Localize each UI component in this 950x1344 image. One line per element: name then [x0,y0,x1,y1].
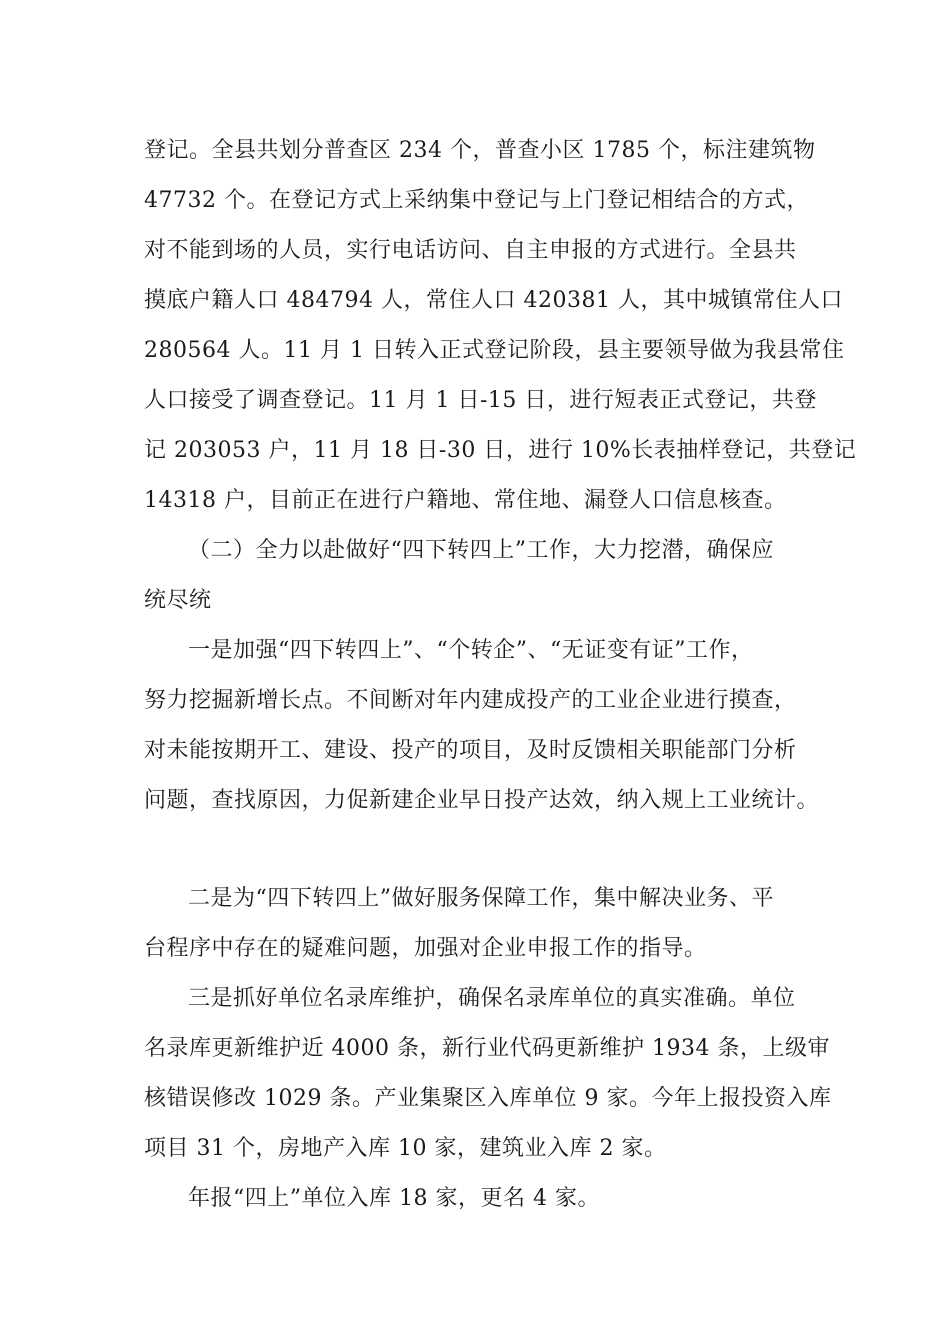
paragraph-line-12: 努力挖掘新增长点。不间断对年内建成投产的工业企业进行摸查， [144,688,797,713]
paragraph-line-3: 对不能到场的人员，实行电话访问、自主申报的方式进行。全县共 [144,238,797,263]
paragraph-line-15: 二是为“四下转四上”做好服务保障工作，集中解决业务、平 [188,886,774,911]
paragraph-line-20: 项目 31 个，房地产入库 10 家，建筑业入库 2 家。 [144,1136,667,1161]
paragraph-line-14: 问题，查找原因，力促新建企业早日投产达效，纳入规上工业统计。 [144,788,820,813]
paragraph-line-1: 登记。全县共划分普查区 234 个，普查小区 1785 个，标注建筑物 [144,138,816,163]
paragraph-line-18: 名录库更新维护近 4000 条，新行业代码更新维护 1934 条，上级审 [144,1036,830,1061]
paragraph-line-2: 47732 个。在登记方式上采纳集中登记与上门登记相结合的方式， [144,188,809,213]
paragraph-line-4: 摸底户籍人口 484794 人，常住人口 420381 人，其中城镇常住人口 [144,288,843,313]
paragraph-line-7: 记 203053 户，11 月 18 日-30 日，进行 10%长表抽样登记，共登记 [144,438,857,463]
paragraph-line-6: 人口接受了调查登记。11 月 1 日-15 日，进行短表正式登记，共登 [144,388,817,413]
paragraph-line-21: 年报“四上”单位入库 18 家，更名 4 家。 [188,1186,600,1211]
paragraph-line-5: 280564 人。11 月 1 日转入正式登记阶段，县主要领导做为我县常住 [144,338,845,363]
paragraph-line-8: 14318 户，目前正在进行户籍地、常住地、漏登人口信息核查。 [144,488,787,513]
paragraph-line-16: 台程序中存在的疑难问题，加强对企业申报工作的指导。 [144,936,707,961]
section-heading-line-1: （二）全力以赴做好“四下转四上”工作，大力挖潜，确保应 [188,538,774,563]
paragraph-line-13: 对未能按期开工、建设、投产的项目，及时反馈相关职能部门分析 [144,738,797,763]
section-heading-line-2: 统尽统 [144,588,212,613]
paragraph-line-17: 三是抓好单位名录库维护，确保名录库单位的真实准确。单位 [188,986,796,1011]
paragraph-line-19: 核错误修改 1029 条。产业集聚区入库单位 9 家。今年上报投资入库 [144,1086,832,1111]
paragraph-line-11: 一是加强“四下转四上”、“个转企”、“无证变有证”工作， [188,638,754,663]
